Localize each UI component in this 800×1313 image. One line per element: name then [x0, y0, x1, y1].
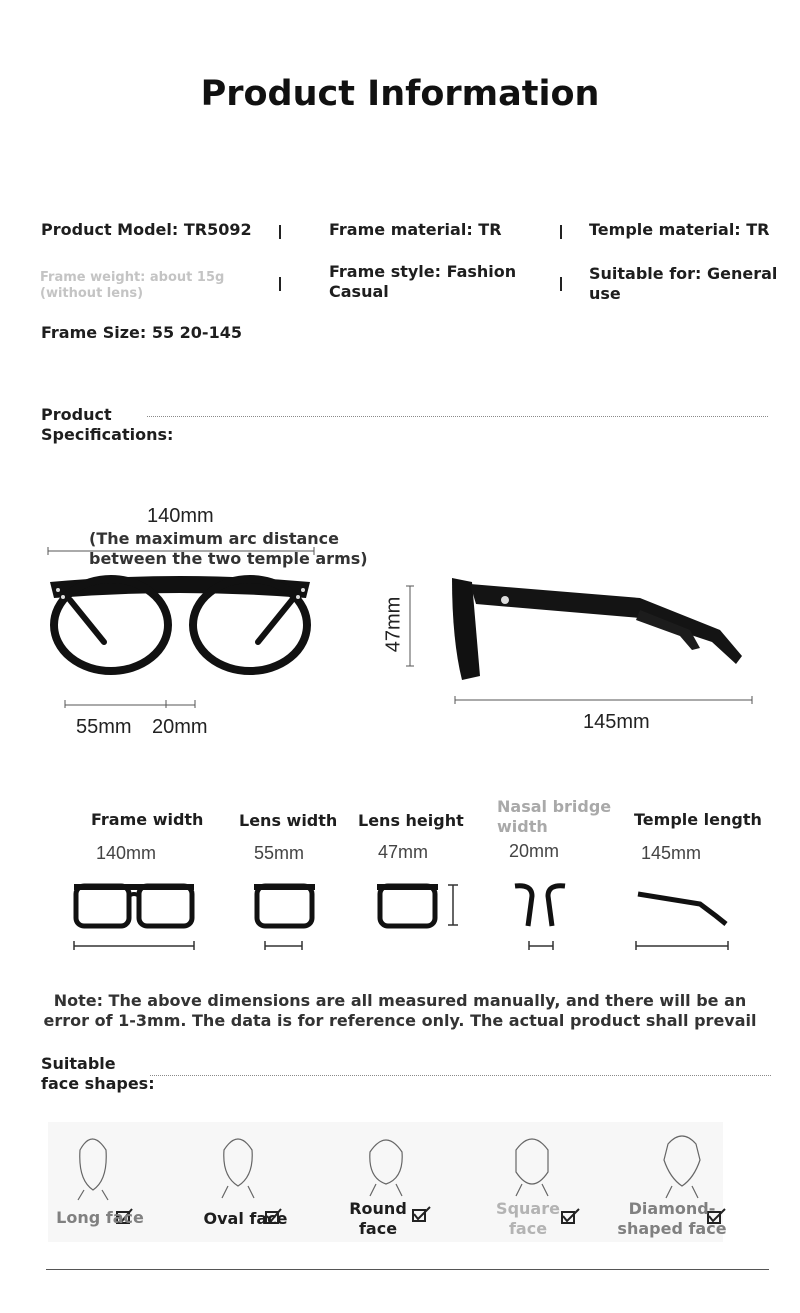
- measure-value-temple-length: 145mm: [641, 843, 702, 863]
- separator: [560, 277, 562, 291]
- face-shapes-heading: Suitable face shapes:: [41, 1054, 155, 1093]
- face-label-square: Square face: [496, 1199, 560, 1238]
- frame-weight: Frame weight: about 15g (without lens): [40, 270, 225, 301]
- measure-label-lens-width: Lens width: [239, 811, 338, 830]
- measure-icons: [50, 870, 750, 960]
- divider: [147, 416, 768, 417]
- face-label-diamond: Diamond-shaped face: [617, 1199, 727, 1238]
- suitable-for: Suitable for: General use: [589, 264, 778, 303]
- lens-height-value: 47mm: [382, 596, 405, 653]
- measure-value-nasal-bridge: 20mm: [509, 841, 560, 861]
- specs-heading: Product Specifications:: [41, 405, 174, 444]
- note-line-2: error of 1-3mm. The data is for reference only. The actual product shall prevail: [43, 1011, 757, 1030]
- front-width-note: (The maximum arc distance between the two temple arms): [89, 529, 368, 568]
- note-line-1: Note: The above dimensions are all measured manually, and there will be an: [53, 991, 747, 1010]
- side-view-glasses: [400, 570, 760, 710]
- lens-width-icon: [254, 886, 315, 950]
- temple-material: Temple material: TR: [589, 220, 770, 239]
- measure-label-nasal-bridge: Nasal bridge width: [497, 797, 612, 836]
- face-label-oval: Oval face: [203, 1209, 288, 1228]
- measure-label-temple-length: Temple length: [634, 810, 762, 829]
- product-model: Product Model: TR5092: [41, 220, 252, 239]
- measure-value-lens-width: 55mm: [254, 843, 305, 863]
- lens-height-icon: [377, 885, 458, 926]
- front-view-glasses: [0, 540, 340, 710]
- temple-length-icon: [636, 894, 728, 950]
- face-label-long: Long face: [56, 1208, 144, 1227]
- frame-material: Frame material: TR: [329, 220, 502, 239]
- temple-length-value: 145mm: [583, 711, 650, 733]
- frame-width-icon: [74, 886, 194, 950]
- divider: [150, 1075, 771, 1076]
- frame-size: Frame Size: 55 20-145: [41, 323, 242, 342]
- separator: [279, 225, 281, 239]
- measure-label-frame-width: Frame width: [91, 810, 204, 829]
- measure-value-lens-height: 47mm: [378, 842, 429, 862]
- bottom-divider: [46, 1269, 769, 1270]
- separator: [560, 225, 562, 239]
- nasal-bridge-icon: [515, 886, 565, 950]
- lens-width-value: 55mm: [76, 716, 132, 738]
- separator: [279, 277, 281, 291]
- bridge-width-value: 20mm: [152, 716, 208, 738]
- face-label-round: Round face: [349, 1199, 407, 1238]
- page-title: Product Information: [200, 74, 600, 114]
- frame-style: Frame style: Fashion Casual: [329, 262, 517, 301]
- measure-label-lens-height: Lens height: [358, 811, 464, 830]
- front-width-value: 140mm: [147, 505, 214, 527]
- measure-value-frame-width: 140mm: [96, 843, 157, 863]
